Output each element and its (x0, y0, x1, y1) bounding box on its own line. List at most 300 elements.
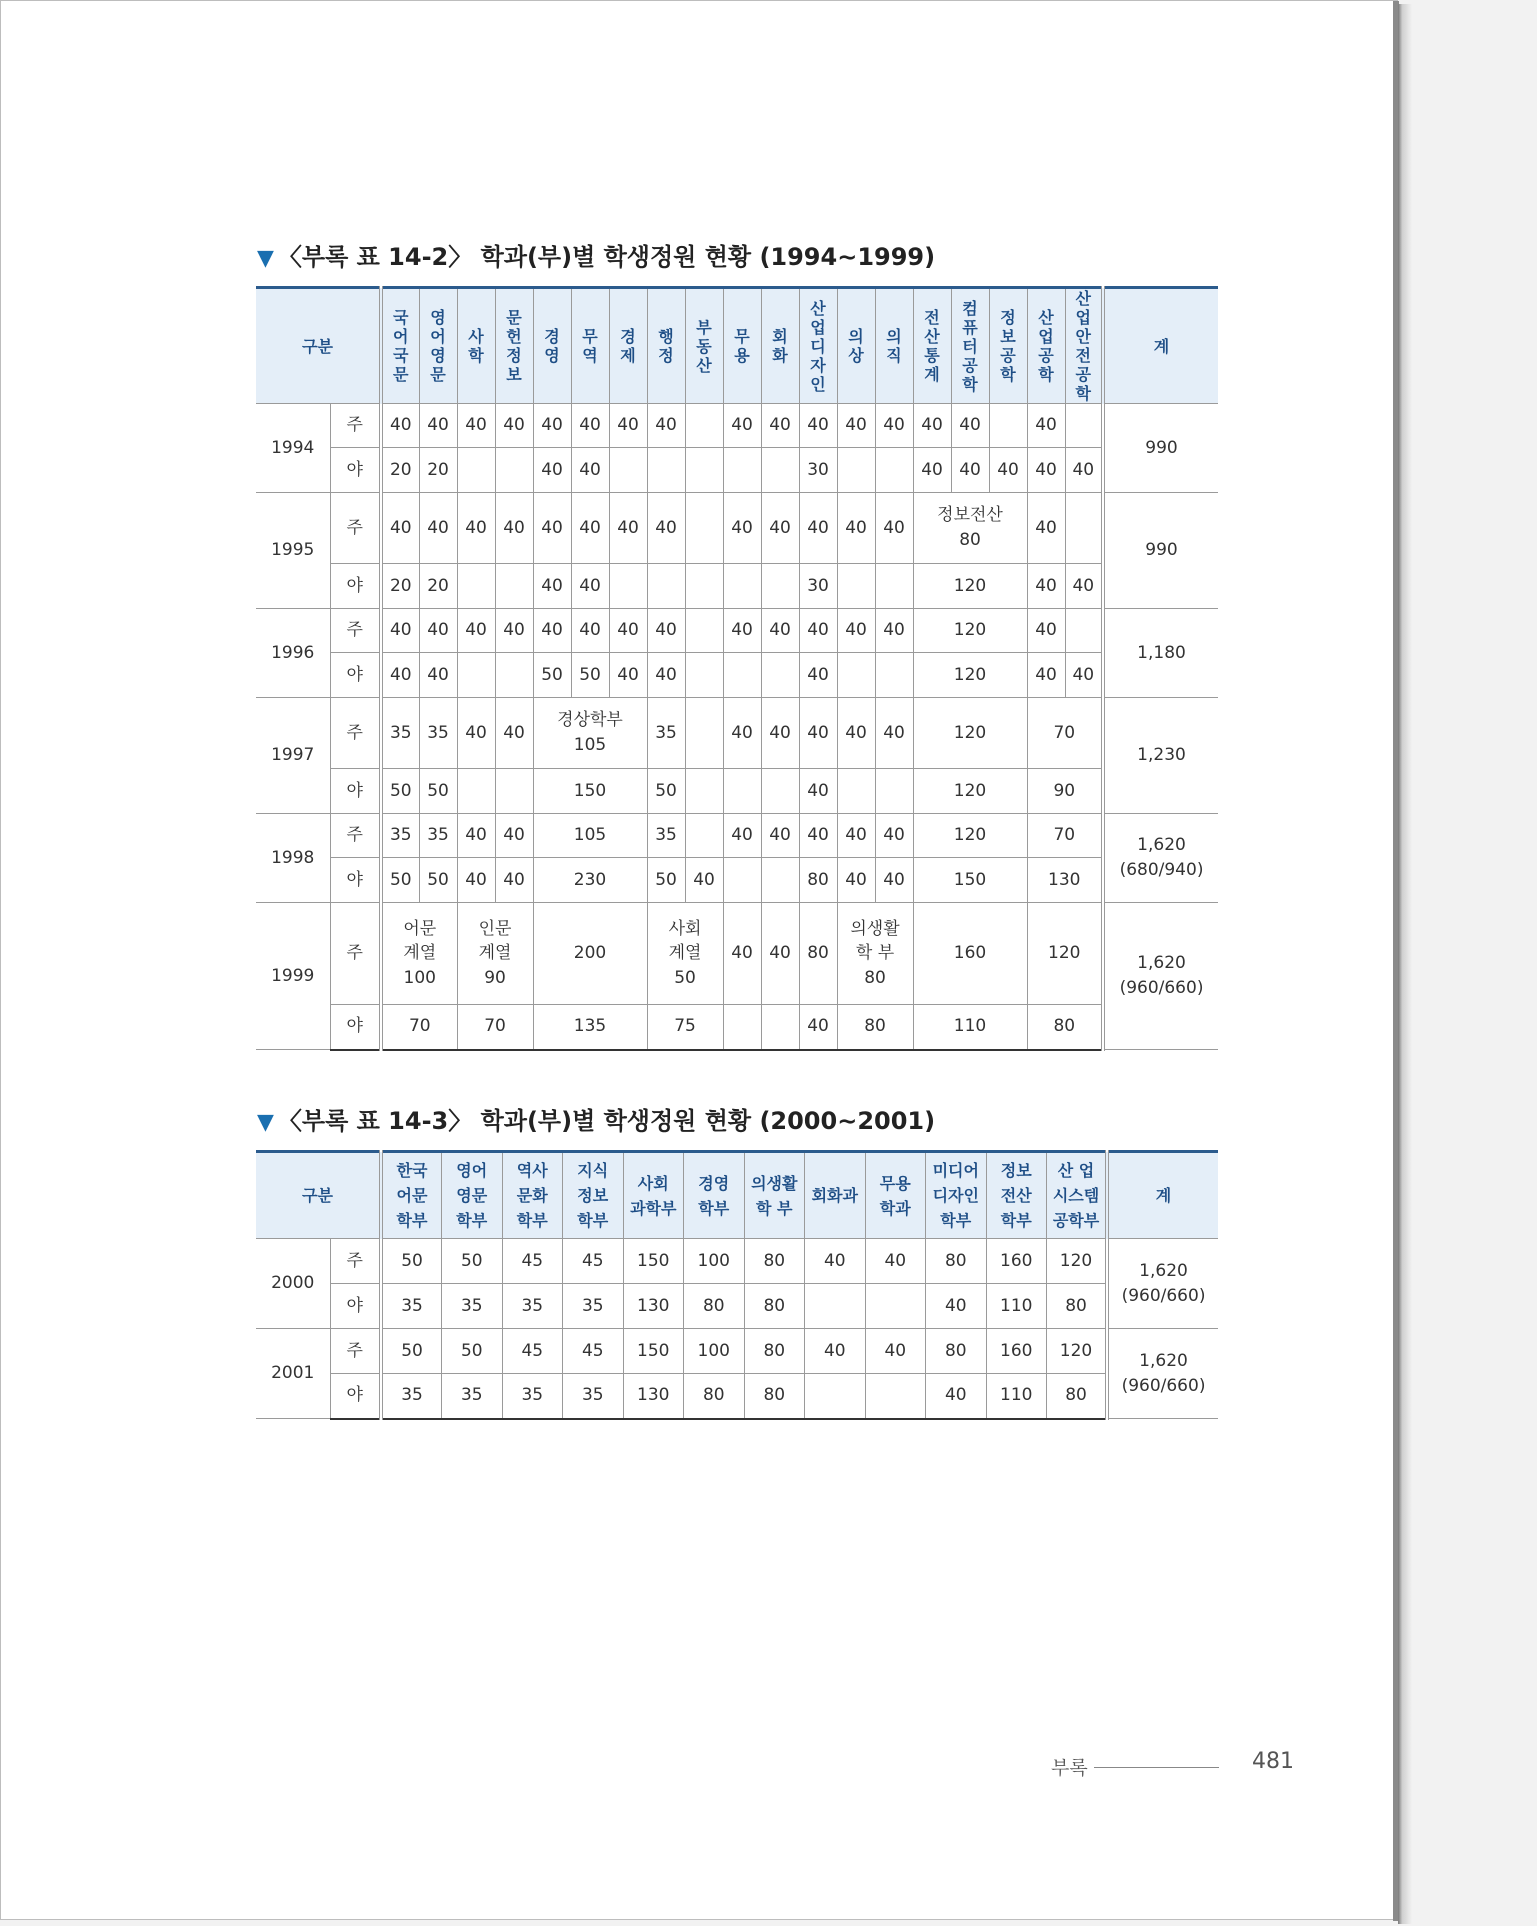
dept-header-line: 학부 (516, 1211, 548, 1230)
value-cell: 130 (623, 1374, 684, 1419)
value-cell: 40 (805, 1239, 866, 1284)
value-cell: 40 (865, 1239, 926, 1284)
value-cell: 40 (875, 814, 913, 858)
value-cell: 40 (799, 1005, 837, 1050)
value-cell (495, 769, 533, 814)
value-cell: 40 (457, 493, 495, 564)
dept-header-line: 역사 (516, 1161, 548, 1180)
value-cell: 40 (837, 404, 875, 448)
table-row (256, 814, 1218, 858)
value-cell: 40 (837, 698, 875, 769)
value-cell (761, 564, 799, 609)
dept-header: 경영 (533, 288, 571, 404)
dept-header (986, 1152, 1047, 1239)
cell-value: 80 (959, 530, 981, 550)
year-cell: 1994 (256, 404, 330, 493)
cell-label: 계열 (668, 943, 702, 964)
value-cell: 45 (563, 1329, 624, 1374)
value-cell (805, 1284, 866, 1329)
total-value: 1,620 (1139, 1350, 1188, 1371)
value-cell: 110 (986, 1374, 1047, 1419)
value-cell (457, 564, 495, 609)
cell-label: 정보전산 (937, 505, 1003, 526)
dept-header (744, 1152, 805, 1239)
value-cell: 50 (419, 858, 457, 903)
value-cell: 40 (951, 448, 989, 493)
table-row (256, 858, 1218, 903)
total-split: (960/660) (1121, 1285, 1206, 1306)
value-cell: 40 (647, 493, 685, 564)
dept-header-line: 사회 (637, 1173, 669, 1193)
value-cell: 40 (571, 493, 609, 564)
year-cell: 1997 (256, 698, 330, 814)
value-cell: 20 (381, 448, 419, 493)
value-cell: 40 (533, 564, 571, 609)
value-cell (457, 448, 495, 493)
merged-value-cell (913, 493, 1027, 564)
value-cell: 160 (986, 1329, 1047, 1374)
merged-value-cell: 120 (913, 814, 1027, 858)
value-cell: 35 (563, 1284, 624, 1329)
merged-value-cell: 120 (913, 769, 1027, 814)
value-cell (685, 769, 723, 814)
value-cell: 35 (502, 1284, 563, 1329)
value-cell: 40 (799, 769, 837, 814)
dept-header-line: 학부 (577, 1211, 609, 1230)
table-row (256, 1005, 1218, 1050)
dept-header (442, 1152, 503, 1239)
value-cell: 35 (647, 814, 685, 858)
shift-cell: 주 (330, 609, 381, 653)
merged-value-cell: 120 (913, 653, 1027, 698)
value-cell: 80 (799, 903, 837, 1005)
value-cell: 40 (761, 609, 799, 653)
year-cell: 2001 (256, 1329, 330, 1419)
value-cell: 40 (495, 404, 533, 448)
merged-value-cell: 70 (381, 1005, 457, 1050)
value-cell: 40 (875, 858, 913, 903)
merged-value-cell: 120 (913, 609, 1027, 653)
total-split: (960/660) (1121, 1375, 1206, 1396)
page-shadow (1398, 4, 1412, 1924)
value-cell: 40 (913, 404, 951, 448)
value-cell: 40 (609, 493, 647, 564)
value-cell: 80 (1047, 1284, 1108, 1329)
dept-header-line: 시스템 (1052, 1186, 1100, 1205)
merged-value-cell: 80 (1027, 1005, 1103, 1050)
value-cell: 40 (951, 404, 989, 448)
dept-header-line: 영어 (456, 1161, 488, 1180)
value-cell (837, 653, 875, 698)
value-cell: 20 (419, 564, 457, 609)
value-cell: 40 (647, 653, 685, 698)
total-cell: 990 (1103, 493, 1218, 609)
table-1994-1999 (256, 286, 1218, 1051)
value-cell: 40 (609, 609, 647, 653)
table-row (256, 698, 1218, 769)
value-cell: 100 (684, 1329, 745, 1374)
value-cell: 45 (502, 1329, 563, 1374)
merged-value-cell: 130 (1027, 858, 1103, 903)
value-cell: 40 (1027, 404, 1065, 448)
value-cell: 80 (744, 1284, 805, 1329)
value-cell: 40 (495, 609, 533, 653)
value-cell: 40 (495, 814, 533, 858)
table-row (256, 493, 1218, 564)
shift-cell: 주 (330, 1329, 381, 1374)
dept-header: 의상 (837, 288, 875, 404)
value-cell (457, 769, 495, 814)
value-cell (875, 769, 913, 814)
value-cell: 40 (761, 698, 799, 769)
shift-cell: 주 (330, 404, 381, 448)
value-cell: 40 (989, 448, 1027, 493)
table-row (256, 1329, 1218, 1374)
year-cell: 1998 (256, 814, 330, 903)
value-cell (685, 653, 723, 698)
dept-header-line: 학부 (456, 1211, 488, 1230)
merged-value-cell: 160 (913, 903, 1027, 1005)
value-cell (875, 653, 913, 698)
value-cell: 40 (799, 814, 837, 858)
cell-value: 100 (403, 967, 436, 988)
value-cell: 40 (457, 404, 495, 448)
value-cell: 120 (1047, 1329, 1108, 1374)
dept-header-line: 학과 (879, 1198, 911, 1218)
value-cell: 40 (609, 653, 647, 698)
value-cell: 40 (875, 404, 913, 448)
value-cell (495, 564, 533, 609)
value-cell: 40 (533, 404, 571, 448)
dept-header-line: 산 업 (1057, 1161, 1095, 1180)
value-cell: 40 (495, 858, 533, 903)
value-cell (761, 858, 799, 903)
dept-header-line: 어문 (396, 1186, 428, 1205)
dept-header-line: 공학부 (1052, 1211, 1100, 1230)
value-cell (495, 653, 533, 698)
value-cell: 20 (419, 448, 457, 493)
cell-label: 인문 (478, 918, 512, 939)
shift-cell: 야 (330, 448, 381, 493)
value-cell: 150 (623, 1239, 684, 1284)
dept-header: 행정 (647, 288, 685, 404)
value-cell: 40 (495, 698, 533, 769)
value-cell: 80 (684, 1284, 745, 1329)
dept-header: 의직 (875, 288, 913, 404)
cell-label: 계열 (478, 943, 512, 964)
value-cell: 50 (442, 1329, 503, 1374)
dept-header: 정보공학 (989, 288, 1027, 404)
cell-label: 경상학부 (557, 710, 623, 731)
value-cell: 40 (799, 493, 837, 564)
dept-header: 무역 (571, 288, 609, 404)
value-cell: 35 (442, 1284, 503, 1329)
year-cell: 2000 (256, 1239, 330, 1329)
dept-header-line: 과학부 (630, 1198, 677, 1218)
shift-cell: 야 (330, 1374, 381, 1419)
header-total: 계 (1103, 288, 1218, 404)
value-cell (723, 448, 761, 493)
value-cell: 40 (805, 1329, 866, 1374)
value-cell: 50 (571, 653, 609, 698)
value-cell (837, 448, 875, 493)
dept-header: 전산통계 (913, 288, 951, 404)
total-split: (680/940) (1119, 860, 1204, 880)
value-cell: 80 (744, 1329, 805, 1374)
value-cell: 45 (563, 1239, 624, 1284)
value-cell (685, 609, 723, 653)
shift-cell: 야 (330, 858, 381, 903)
value-cell: 80 (1047, 1374, 1108, 1419)
table1-header-row (256, 288, 1218, 404)
dept-header: 산업안전공학 (1065, 288, 1103, 404)
total-cell (1103, 814, 1218, 903)
cell-value: 50 (674, 967, 696, 988)
footer-section-label: 부록 (1051, 1757, 1088, 1779)
dept-header-line: 학 부 (756, 1198, 793, 1218)
dept-header (563, 1152, 624, 1239)
dept-header: 무용 (723, 288, 761, 404)
value-cell: 80 (684, 1374, 745, 1419)
value-cell: 40 (457, 698, 495, 769)
total-value: 1,620 (1139, 1260, 1188, 1281)
value-cell: 50 (381, 769, 419, 814)
value-cell: 35 (381, 698, 419, 769)
value-cell: 40 (799, 404, 837, 448)
value-cell: 40 (1027, 493, 1065, 564)
value-cell: 40 (723, 493, 761, 564)
value-cell (685, 404, 723, 448)
dept-header-line: 전산 (1000, 1186, 1032, 1205)
dept-header: 부동산 (685, 288, 723, 404)
value-cell: 50 (647, 769, 685, 814)
table-row (256, 448, 1218, 493)
value-cell: 50 (381, 1329, 442, 1374)
value-cell: 50 (647, 858, 685, 903)
value-cell: 110 (986, 1284, 1047, 1329)
dept-header: 산업공학 (1027, 288, 1065, 404)
dept-header-line: 정보 (577, 1186, 609, 1205)
dept-header: 문헌정보 (495, 288, 533, 404)
value-cell: 40 (1065, 653, 1103, 698)
value-cell (647, 448, 685, 493)
value-cell: 45 (502, 1239, 563, 1284)
value-cell: 40 (913, 448, 951, 493)
merged-value-cell: 200 (533, 903, 647, 1005)
triangle-bullet-icon: ▼ (257, 1110, 274, 1135)
table-2000-2001 (256, 1150, 1218, 1420)
value-cell: 40 (571, 609, 609, 653)
value-cell (865, 1374, 926, 1419)
value-cell (723, 1005, 761, 1050)
header-gubun: 구분 (256, 1152, 381, 1239)
table2-title-text: 〈부록 표 14-3〉 학과(부)별 학생정원 현황 (2000∼2001) (277, 1107, 936, 1135)
total-cell (1107, 1329, 1218, 1419)
merged-value-cell: 110 (913, 1005, 1027, 1050)
value-cell (609, 448, 647, 493)
total-cell: 1,180 (1103, 609, 1218, 698)
value-cell (875, 564, 913, 609)
value-cell: 160 (986, 1239, 1047, 1284)
dept-header-line: 한국 (396, 1161, 428, 1180)
value-cell: 40 (799, 653, 837, 698)
value-cell: 35 (419, 698, 457, 769)
value-cell (457, 653, 495, 698)
cell-label: 의생활 (850, 918, 900, 939)
value-cell: 40 (865, 1329, 926, 1374)
dept-header: 경제 (609, 288, 647, 404)
value-cell: 40 (457, 814, 495, 858)
merged-value-cell: 120 (913, 564, 1027, 609)
value-cell: 40 (837, 609, 875, 653)
cell-value: 105 (573, 735, 607, 755)
total-cell (1103, 903, 1218, 1050)
value-cell: 40 (837, 858, 875, 903)
total-cell: 1,230 (1103, 698, 1218, 814)
dept-header: 산업디자인 (799, 288, 837, 404)
merged-value-cell: 105 (533, 814, 647, 858)
value-cell: 50 (419, 769, 457, 814)
value-cell (723, 653, 761, 698)
table-row (256, 404, 1218, 448)
value-cell (805, 1374, 866, 1419)
value-cell (685, 493, 723, 564)
value-cell (761, 448, 799, 493)
value-cell: 40 (533, 448, 571, 493)
footer-rule (1094, 1767, 1219, 1768)
shift-cell: 야 (330, 564, 381, 609)
dept-header: 컴퓨터공학 (951, 288, 989, 404)
dept-header-line: 학부 (698, 1198, 730, 1218)
value-cell: 40 (926, 1284, 987, 1329)
value-cell (837, 769, 875, 814)
value-cell: 40 (419, 493, 457, 564)
value-cell (723, 769, 761, 814)
value-cell: 40 (495, 493, 533, 564)
value-cell: 40 (723, 698, 761, 769)
dept-header-line: 미디어 (932, 1161, 979, 1180)
value-cell: 35 (563, 1374, 624, 1419)
value-cell: 40 (571, 564, 609, 609)
value-cell: 40 (457, 858, 495, 903)
value-cell: 40 (875, 698, 913, 769)
value-cell (761, 653, 799, 698)
value-cell (685, 698, 723, 769)
value-cell (723, 564, 761, 609)
dept-header (684, 1152, 745, 1239)
value-cell: 35 (381, 1284, 442, 1329)
value-cell (609, 564, 647, 609)
table-row (256, 769, 1218, 814)
value-cell: 40 (685, 858, 723, 903)
value-cell: 50 (381, 1239, 442, 1284)
value-cell: 40 (533, 609, 571, 653)
shift-cell: 주 (330, 698, 381, 769)
value-cell: 40 (419, 653, 457, 698)
value-cell: 80 (926, 1239, 987, 1284)
year-cell: 1996 (256, 609, 330, 698)
value-cell: 40 (381, 609, 419, 653)
value-cell: 35 (381, 1374, 442, 1419)
value-cell: 40 (799, 698, 837, 769)
dept-header-line: 학부 (940, 1211, 972, 1230)
value-cell: 40 (723, 609, 761, 653)
table-row (256, 609, 1218, 653)
dept-header (865, 1152, 926, 1239)
dept-header-line: 학부 (1000, 1211, 1032, 1230)
total-split: (960/660) (1119, 978, 1204, 998)
value-cell: 40 (571, 448, 609, 493)
value-cell: 35 (419, 814, 457, 858)
dept-header-line: 정보 (1000, 1161, 1032, 1180)
merged-value-cell: 70 (457, 1005, 533, 1050)
shift-cell: 야 (330, 769, 381, 814)
value-cell: 120 (1047, 1239, 1108, 1284)
table2-title (257, 1101, 935, 1136)
value-cell: 40 (875, 493, 913, 564)
value-cell (989, 404, 1027, 448)
shift-cell: 주 (330, 1239, 381, 1284)
merged-value-cell: 70 (1027, 814, 1103, 858)
value-cell: 40 (761, 814, 799, 858)
value-cell: 40 (1027, 564, 1065, 609)
merged-value-cell: 120 (913, 698, 1027, 769)
merged-value-cell: 135 (533, 1005, 647, 1050)
value-cell: 40 (381, 404, 419, 448)
value-cell (723, 858, 761, 903)
dept-header (926, 1152, 987, 1239)
value-cell: 30 (799, 448, 837, 493)
dept-header-line: 영문 (456, 1186, 488, 1205)
shift-cell: 주 (330, 493, 381, 564)
dept-header-line: 학부 (396, 1211, 428, 1230)
value-cell: 40 (571, 404, 609, 448)
value-cell: 40 (1027, 653, 1065, 698)
value-cell: 40 (419, 609, 457, 653)
table1-title-text: 〈부록 표 14-2〉 학과(부)별 학생정원 현황 (1994∼1999) (277, 243, 936, 271)
value-cell (875, 448, 913, 493)
triangle-bullet-icon: ▼ (257, 246, 274, 271)
value-cell: 40 (1027, 609, 1065, 653)
shift-cell: 야 (330, 1284, 381, 1329)
value-cell: 40 (799, 609, 837, 653)
cell-label: 어문 (403, 918, 437, 939)
value-cell: 40 (533, 493, 571, 564)
dept-header-line: 디자인 (932, 1186, 979, 1205)
total-cell: 990 (1103, 404, 1218, 493)
dept-header-line: 회화과 (811, 1186, 858, 1205)
merged-value-cell: 120 (1027, 903, 1103, 1005)
table-row (256, 903, 1218, 1005)
merged-value-cell (647, 903, 723, 1005)
merged-value-cell (381, 903, 457, 1005)
table2-header-row (256, 1152, 1218, 1239)
value-cell (685, 814, 723, 858)
value-cell: 40 (875, 609, 913, 653)
value-cell: 150 (623, 1329, 684, 1374)
value-cell: 80 (744, 1239, 805, 1284)
value-cell: 80 (799, 858, 837, 903)
value-cell: 80 (926, 1329, 987, 1374)
value-cell: 80 (744, 1374, 805, 1419)
value-cell: 40 (837, 814, 875, 858)
value-cell (865, 1284, 926, 1329)
value-cell: 40 (1065, 448, 1103, 493)
value-cell: 40 (926, 1374, 987, 1419)
total-value: 1,620 (1137, 953, 1186, 974)
value-cell (761, 769, 799, 814)
value-cell (761, 1005, 799, 1050)
